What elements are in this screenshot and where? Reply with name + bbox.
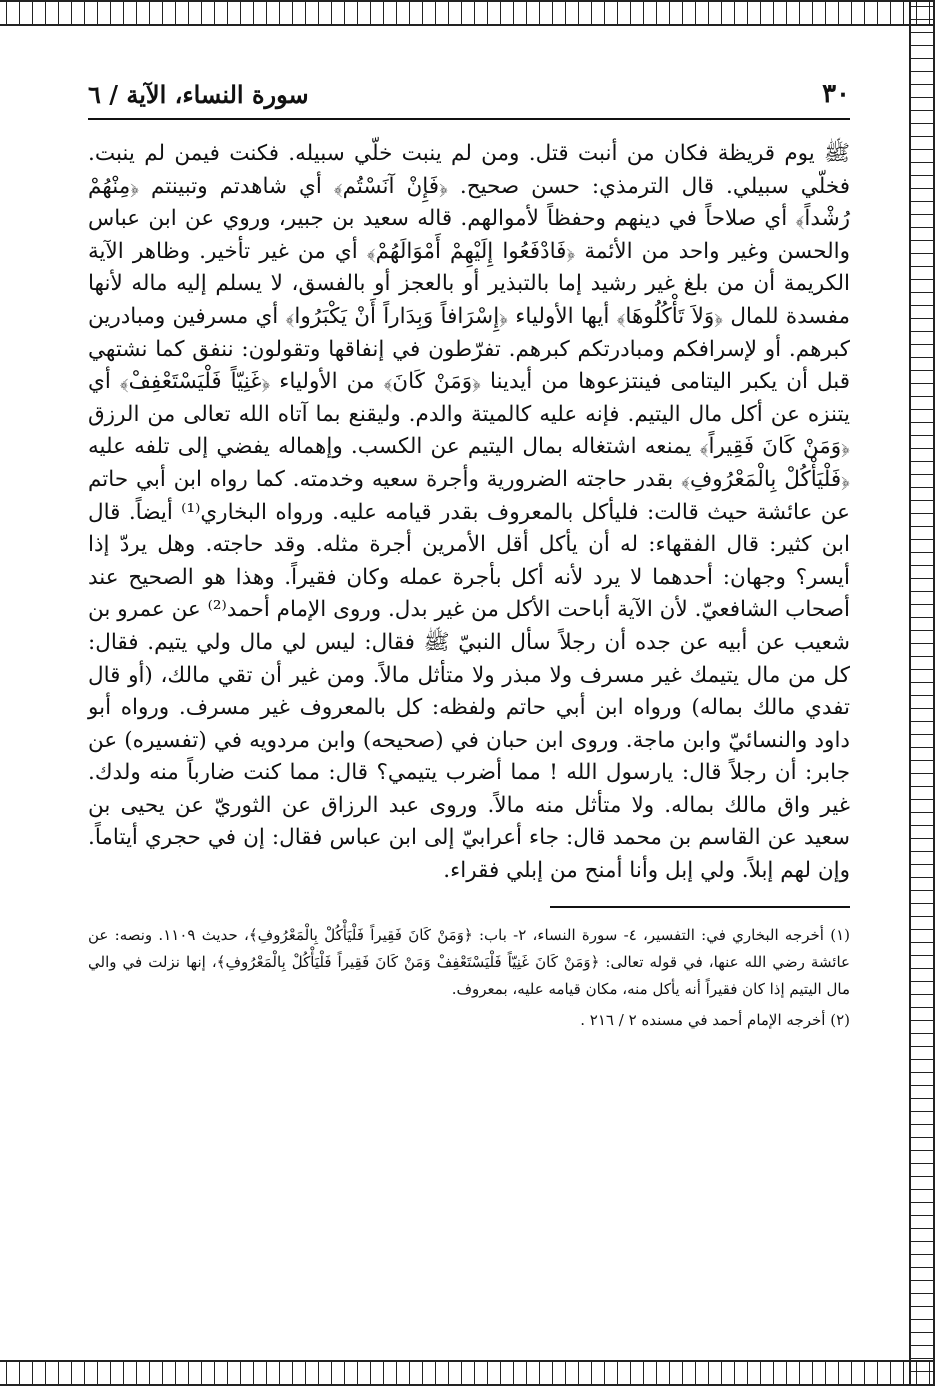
footnote-2: (٢) أخرجه الإمام أحمد في مسنده ٢ / ٢١٦ . <box>580 1010 850 1029</box>
decorative-border-bottom <box>0 1360 935 1386</box>
page-header <box>88 70 850 120</box>
body-paragraph: ﷺ يوم قريظة فكان من أنبت قتل. ومن لم ينبت خلّي سبيله. فكنت فيمن لم ينبت. فخلّي سبيلي. قال الترمذي: حسن صحيح. ﴿فَإِنْ آنَسْتُم﴾ أي شاهدتم وتبينتم ﴿مِنْهُمْ رُشْداً﴾ أي صلاحاً في دينهم وحفظاً لأموالهم. قاله سعيد بن جبير، وروي عن ابن عباس والحسن وغير واحد من الأئمة ﴿فَادْفَعُوا إِلَيْهِمْ أَمْوَالَهُمْ﴾ أي من غير تأخير. وظاهر الآية الكريمة أن من بلغ غير رشيد إما بالتبذير أو بالعجز أو بالفسق، لا يسلم إليه ماله لأنها مفسدة للمال ﴿وَلاَ تَأْكُلُوهَا﴾ أيها الأولياء ﴿إِسْرَافاً وَبِدَاراً أَنْ يَكْبَرُوا﴾ أي مسرفين ومبادرين كبرهم. أو لإسرافكم ومبادرتكم كبرهم. تفرّطون في إنفاقها وتقولون: ننفق كما نشتهي قبل أن يكبر اليتامى فينتزعوها من أيدينا ﴿وَمَنْ كَانَ﴾ من الأولياء ﴿غَنِيّاً فَلْيَسْتَعْفِفْ﴾ أي يتنزه عن أكل مال اليتيم. فإنه عليه كالميتة والدم. وليقنع بما آتاه الله تعالى من الرزق ﴿وَمَنْ كَانَ فَقِيراً﴾ يمنعه اشتغاله بمال اليتيم عن الكسب. وإهماله يفضي إلى تلفه عليه ﴿فَلْيَأْكُلْ بِالْمَعْرُوفِ﴾ بقدر حاجته الضرورية وأجرة سعيه وخدمته. كما رواه ابن أبي حاتم عن عائشة حيث قالت: فليأكل بالمعروف بقدر قيامه عليه. ورواه البخاري⁽¹⁾ أيضاً. قال ابن كثير: قال الفقهاء: له أن يأكل أقل الأمرين أجرة مثله. وقد حاجته. وهل يردّ إذا أيسر؟ وجهان: أحدهما لا يرد لأنه أكل بأجرة عمله وكان فقيراً. وهذا هو الصحيح عند أصحاب الشافعيّ. لأن الآية أباحت الأكل من غير بدل. وروى الإمام أحمد⁽²⁾ عن عمرو بن شعيب عن أبيه عن جده أن رجلاً سأل النبيّ ﷺ فقال: ليس لي مال ولي يتيم. فقال: كل من مال يتيمك غير مسرف ولا مبذر ولا متأثل مالاً. ومن غير أن تقي مالك، (أو قال تفدي مالك بماله) ورواه ابن أبي حاتم ولفظه: كل بالمعروف غير مسرف. ورواه أبو داود والنسائيّ وابن ماجة. وروى ابن حبان في (صحيحه) وابن مردويه في (تفسيره) عن جابر: أن رجلاً قال: يارسول الله ! مما أضرب يتيمي؟ قال: مما كنت ضارباً منه ولدك. غير واق مالك بماله. ولا متأثل منه مالاً. وروى عبد الرزاق عن الثوريّ عن يحيى بن سعيد عن القاسم بن محمد قال: جاء أعرابيّ إلى ابن عباس فقال: إن في حجري أيتاماً. وإن لهم إبلاً. ولي إبل وأنا أمنح من إبلي فقراء. <box>88 141 850 884</box>
footnote-divider <box>550 906 850 908</box>
main-text <box>88 138 850 888</box>
footnote-1: (١) أخرجه البخاري في: التفسير، ٤- سورة النساء، ٢- باب: ﴿وَمَنْ كَانَ فَقِيراً فَلْيَأْكُلْ بِالْمَعْرُوفِ﴾، حديث ١١٠٩. ونصه: عن عائشة رضي الله عنها، في قوله تعالى: ﴿وَمَنْ كَانَ غَنِيّاً فَلْيَسْتَعْفِفْ وَمَنْ كَانَ فَقِيراً فَلْيَأْكُلْ بِالْمَعْرُوفِ﴾، إنها نزلت في والي مال اليتيم إذا كان فقيراً أنه يأكل منه، مكان قيامه عليه، بمعروف. <box>88 925 850 998</box>
footnotes <box>88 922 850 1034</box>
running-title: سورة النساء، الآية / ٦ <box>88 79 309 109</box>
book-page <box>88 70 850 1320</box>
page-number: ٣٠ <box>822 79 850 109</box>
decorative-border-top <box>0 0 935 26</box>
decorative-border-right <box>909 0 935 1386</box>
